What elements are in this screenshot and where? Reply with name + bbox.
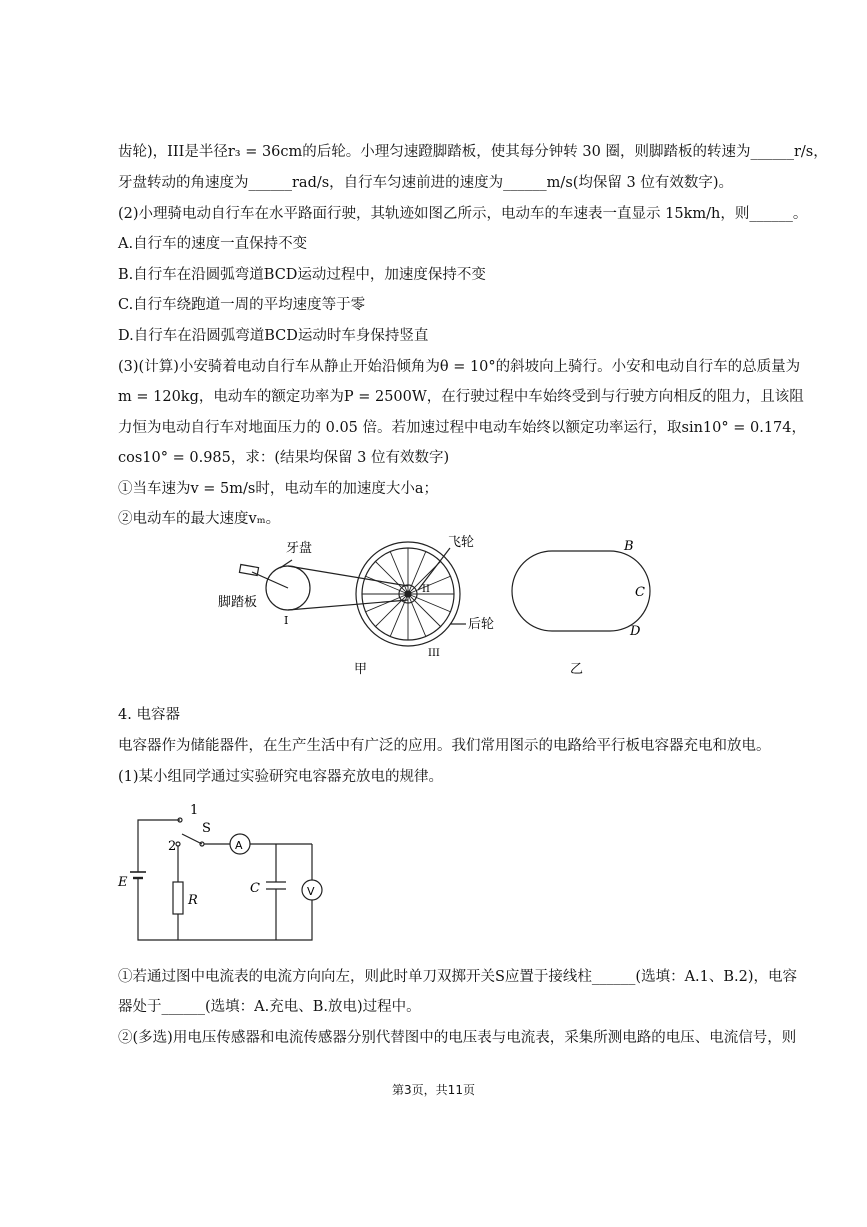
text-line: 力恒为电动自行车对地面压力的 0.05 倍。若加速过程中电动车始终以额定功率运行，取sin10° = 0.174， (118, 420, 806, 436)
option-c: C.自行车绕跑道一周的平均速度等于零 (118, 297, 366, 313)
bicycle-figure (210, 530, 510, 680)
text-line: (2)小理骑电动自行车在水平路面行驶，其轨迹如图乙所示，电动车的车速表一直显示 15km/h，则______。 (118, 206, 808, 222)
pedal-label: 脚踏板 (218, 595, 258, 610)
text-line: ②电动车的最大速度vₘ。 (118, 511, 281, 527)
text-line: 齿轮)，III是半径r₃ = 36cm的后轮。小理匀速蹬脚踏板，使其每分钟转 30 圈，则脚踏板的转速为______r/s， (118, 144, 828, 160)
capacitor-label: C (250, 881, 260, 896)
text-line: cos10° = 0.985，求：(结果均保留 3 位有效数字) (118, 450, 450, 466)
text-line: 牙盘转动的角速度为______rad/s，自行车匀速前进的速度为______m/s(均保留 3 位有效数字)。 (118, 175, 734, 191)
option-a: A.自行车的速度一直保持不变 (118, 236, 308, 252)
text-line: ①若通过图中电流表的电流方向向左，则此时单刀双掷开关S应置于接线柱______(选填：A.1、B.2)，电容 (118, 969, 798, 985)
page-footer: 第3页，共11页 (392, 1083, 475, 1097)
text-line: m = 120kg，电动车的额定功率为P = 2500W，在行驶过程中车始终受到与行驶方向相反的阻力，且该阻 (118, 389, 804, 405)
option-b: B.自行车在沿圆弧弯道BCD运动过程中，加速度保持不变 (118, 267, 486, 283)
text-line: ②(多选)用电压传感器和电流传感器分别代替图中的电压表与电流表，采集所测电路的电压、电流信号，则 (118, 1030, 797, 1046)
figure-caption-jia: 甲 (354, 662, 368, 677)
rear-wheel-label: 后轮 (468, 617, 495, 632)
figure-caption-yi: 乙 (570, 662, 584, 677)
label-ii: II (422, 584, 430, 595)
voltmeter-label: V (307, 885, 315, 898)
section-heading: 4. 电容器 (118, 707, 180, 723)
label-iii: III (428, 648, 440, 659)
circuit-diagram (112, 798, 332, 948)
switch-label: S (202, 821, 211, 836)
chainring-label: 牙盘 (286, 541, 313, 556)
text-line: 电容器作为储能器件，在生产生活中有广泛的应用。我们常用图示的电路给平行板电容器充电和放电。 (118, 738, 771, 754)
text-line: (3)(计算)小安骑着电动自行车从静止开始沿倾角为θ = 10°的斜坡向上骑行。小安和电动自行车的总质量为 (118, 359, 801, 375)
ammeter-label: A (235, 839, 243, 852)
resistor-label: R (188, 893, 198, 908)
flywheel-label: 飞轮 (448, 535, 475, 550)
point-d-label: D (630, 624, 641, 639)
terminal-1-label: 1 (190, 803, 199, 818)
text-line: 器处于______(选填：A.充电、B.放电)过程中。 (118, 999, 421, 1015)
emf-label: E (118, 875, 128, 890)
option-d: D.自行车在沿圆弧弯道BCD运动时车身保持竖直 (118, 328, 429, 344)
text-line: ①当车速为v = 5m/s时，电动车的加速度大小a； (118, 481, 439, 497)
track-figure (510, 535, 660, 680)
text-line: (1)某小组同学通过实验研究电容器充放电的规律。 (118, 769, 444, 785)
label-i: I (284, 614, 289, 627)
point-c-label: C (635, 585, 645, 600)
point-b-label: B (624, 539, 634, 554)
terminal-2-label: 2 (168, 839, 177, 854)
